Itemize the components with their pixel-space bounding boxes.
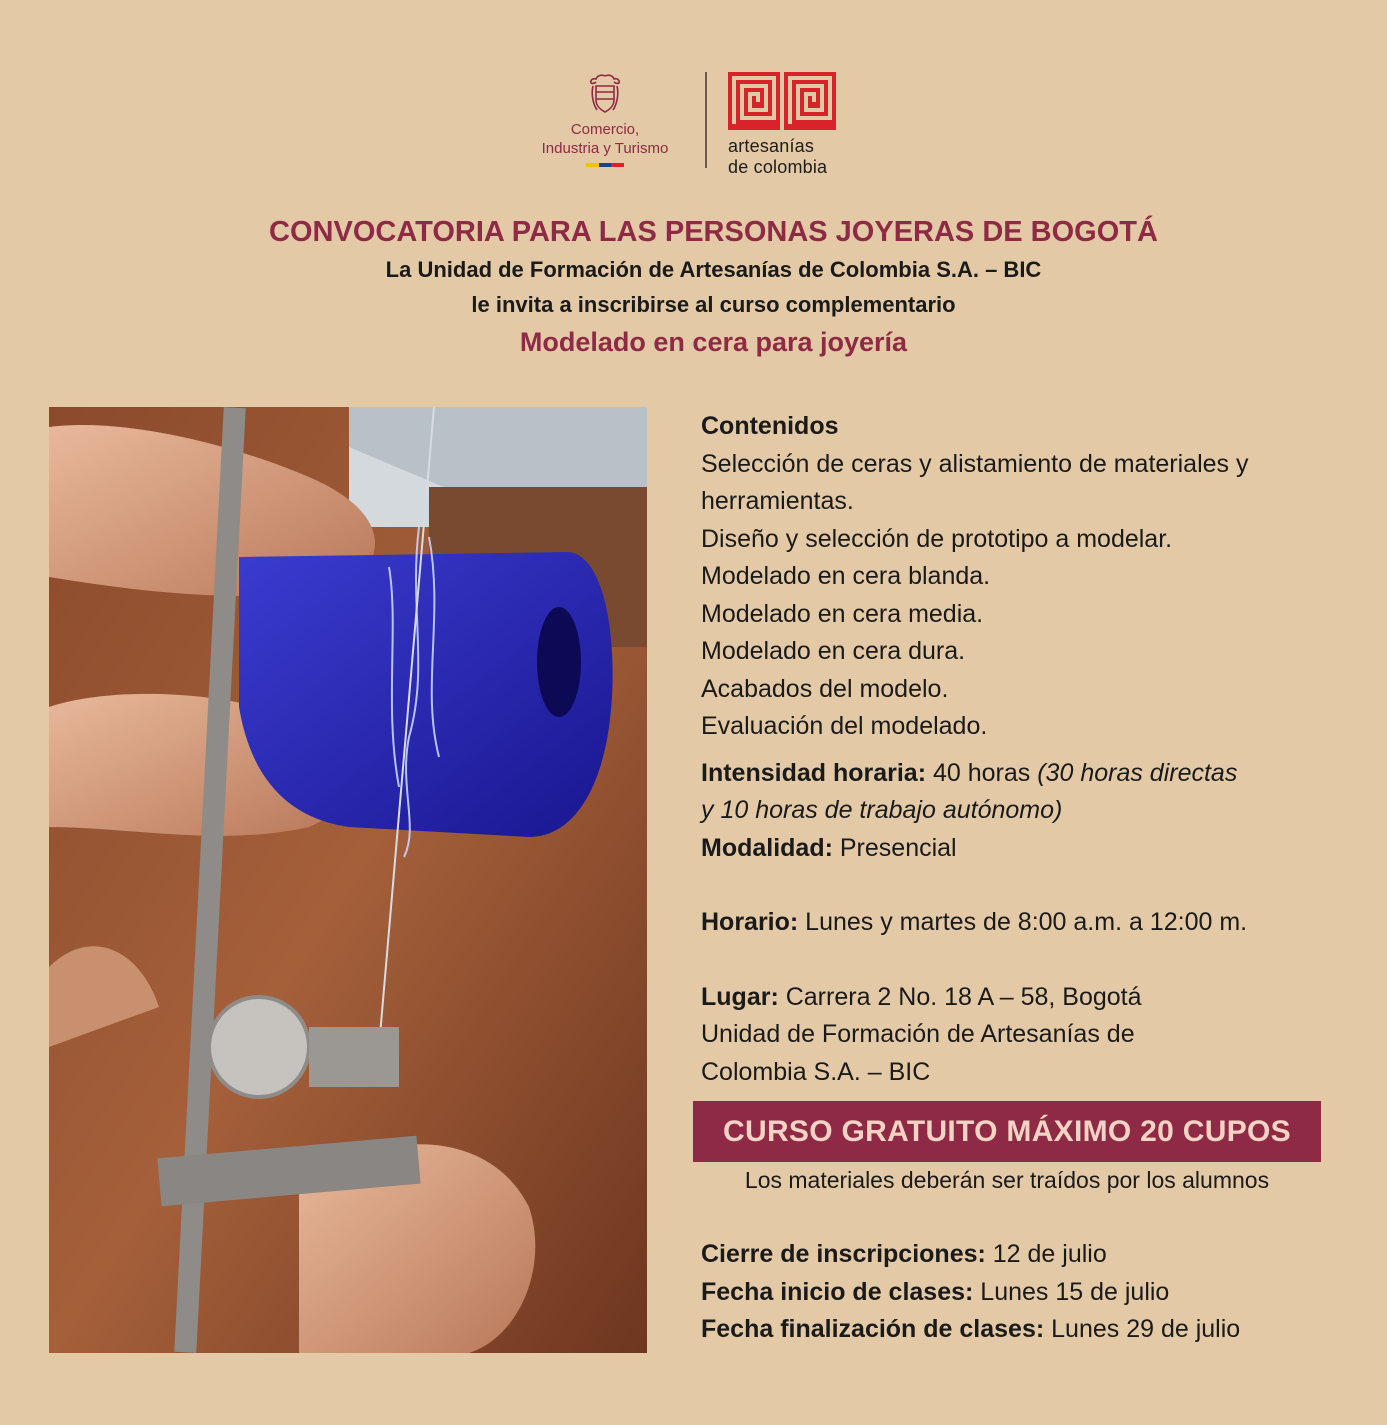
contents-item: Modelado en cera dura. bbox=[701, 637, 966, 665]
invitation-line-2: le invita a inscribirse al curso complementario bbox=[471, 292, 956, 317]
end-date-label: Fecha finalización de clases: bbox=[701, 1315, 1045, 1343]
end-date-value: Lunes 29 de julio bbox=[1044, 1315, 1241, 1343]
end-date-row bbox=[701, 1311, 1341, 1349]
start-date-label: Fecha inicio de clases: bbox=[701, 1277, 974, 1306]
contents-item: Selección de ceras y alistamiento de materiales y bbox=[701, 449, 1249, 478]
materials-note: Los materiales deberán ser traídos por los alumnos bbox=[744, 1167, 1270, 1193]
start-date-row bbox=[701, 1274, 1341, 1312]
logo-bar bbox=[0, 68, 1387, 178]
intensity-note-2: y 10 horas de trabajo autónomo) bbox=[701, 796, 1063, 824]
contents-item: Diseño y selección de prototipo a modelar. bbox=[701, 524, 1173, 553]
ministry-name-line2: Industria y Turismo bbox=[541, 140, 669, 157]
schedule-value: Lunes y martes de 8:00 a.m. a 12:00 m. bbox=[798, 908, 1248, 936]
page-title: CONVOCATORIA PARA LAS PERSONAS JOYERAS DE BOGOTÁ bbox=[269, 216, 1158, 248]
course-info bbox=[701, 408, 1341, 1091]
close-date-label: Cierre de inscripciones: bbox=[701, 1240, 986, 1268]
contents-item: herramientas. bbox=[701, 487, 854, 515]
mode-value: Presencial bbox=[832, 833, 957, 862]
invitation-line-1: La Unidad de Formación de Artesanías de Colombia S.A. – BIC bbox=[385, 257, 1042, 282]
intensity-value: 40 horas bbox=[926, 758, 1038, 787]
close-date-row bbox=[701, 1236, 1341, 1274]
intensity-row bbox=[701, 755, 1341, 793]
wax-carving-photo bbox=[49, 407, 647, 1353]
start-date-value: Lunes 15 de julio bbox=[973, 1277, 1170, 1306]
intensity-note-1: (30 horas directas bbox=[1037, 758, 1238, 787]
mode-row bbox=[701, 830, 1341, 868]
close-date-value: 12 de julio bbox=[985, 1240, 1107, 1268]
artesanias-spiral-icon bbox=[728, 72, 838, 130]
intensity-label: Intensidad horaria: bbox=[701, 758, 927, 787]
place-value: Carrera 2 No. 18 A – 58, Bogotá bbox=[778, 982, 1142, 1011]
course-name: Modelado en cera para joyería bbox=[519, 327, 908, 357]
header bbox=[0, 212, 1387, 362]
contents-item: Acabados del modelo. bbox=[701, 674, 949, 703]
schedule-row bbox=[701, 904, 1341, 942]
mode-label: Modalidad: bbox=[701, 833, 833, 862]
contents-item: Modelado en cera blanda. bbox=[701, 562, 991, 590]
place-line-2: Unidad de Formación de Artesanías de bbox=[701, 1020, 1135, 1048]
ministry-name-line1: Comercio, bbox=[570, 121, 640, 138]
colombia-flag-stripe bbox=[586, 163, 624, 167]
contents-item: Modelado en cera media. bbox=[701, 599, 984, 628]
contents-item: Evaluación del modelado. bbox=[701, 712, 988, 740]
schedule-label: Horario: bbox=[701, 908, 799, 936]
place-row bbox=[701, 979, 1341, 1017]
artesanias-name-line2: de colombia bbox=[728, 157, 828, 177]
artesanias-logo bbox=[728, 72, 838, 177]
logo-divider bbox=[705, 72, 707, 168]
place-label: Lugar: bbox=[701, 982, 779, 1011]
ministry-logo bbox=[520, 72, 690, 167]
coat-of-arms-icon bbox=[587, 72, 623, 116]
dates-block bbox=[701, 1236, 1341, 1349]
artesanias-name-line1: artesanías bbox=[728, 136, 815, 156]
contents-heading: Contenidos bbox=[701, 412, 839, 440]
free-course-banner: CURSO GRATUITO MÁXIMO 20 CUPOS bbox=[693, 1101, 1321, 1162]
place-line-3: Colombia S.A. – BIC bbox=[701, 1057, 931, 1086]
